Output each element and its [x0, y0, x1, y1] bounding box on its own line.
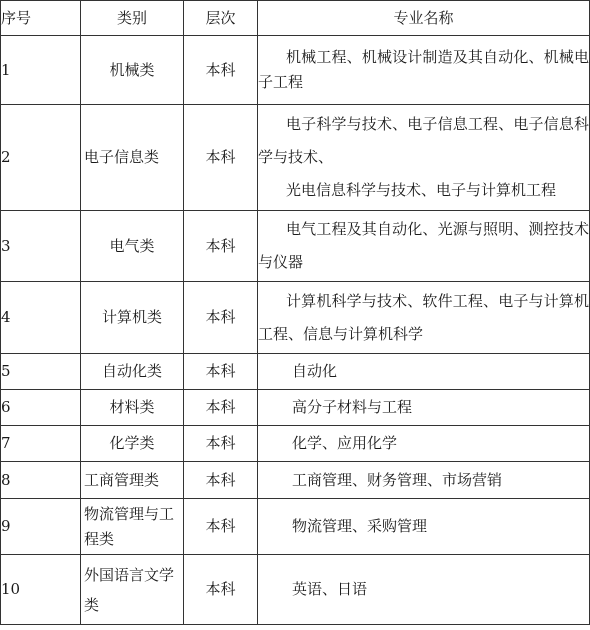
header-level: 层次: [184, 1, 258, 36]
table-row: [1, 390, 590, 426]
row-index: 2: [1, 105, 81, 211]
row-category: 计算机类: [81, 282, 184, 354]
row-level: 本科: [184, 426, 258, 462]
row-level: 本科: [184, 211, 258, 282]
table-row: [1, 282, 590, 354]
row-index: 10: [1, 555, 81, 625]
table-header: [1, 1, 590, 36]
row-category: 工商管理类: [81, 462, 184, 499]
majors-line: 光电信息科学与技术、电子与计算机工程: [286, 181, 557, 199]
row-index: 7: [1, 426, 81, 462]
row-index: 9: [1, 499, 81, 555]
row-majors: 机械工程、机械设计制造及其自动化、机械电子工程: [258, 36, 590, 105]
header-row: [1, 1, 590, 36]
table-row: [1, 499, 590, 555]
row-level: 本科: [184, 555, 258, 625]
row-level: 本科: [184, 282, 258, 354]
row-majors: [258, 105, 590, 211]
table-row: [1, 354, 590, 390]
row-majors: 高分子材料与工程: [258, 390, 590, 426]
row-majors: 物流管理、采购管理: [258, 499, 590, 555]
row-index: 8: [1, 462, 81, 499]
row-category: 电子信息类: [81, 105, 184, 211]
table-row: [1, 462, 590, 499]
row-category: 材料类: [81, 390, 184, 426]
row-index: 5: [1, 354, 81, 390]
table-row: [1, 105, 590, 211]
row-category: 物流管理与工程类: [81, 499, 184, 555]
majors-line: 电子科学与技术、电子信息工程、电子信息科学与技术、: [258, 115, 589, 166]
row-majors: 电气工程及其自动化、光源与照明、测控技术与仪器: [258, 211, 590, 282]
table-row: [1, 555, 590, 625]
row-level: 本科: [184, 390, 258, 426]
row-majors: 英语、日语: [258, 555, 590, 625]
row-level: 本科: [184, 499, 258, 555]
table-row: [1, 211, 590, 282]
row-majors: 化学、应用化学: [258, 426, 590, 462]
row-level: 本科: [184, 36, 258, 105]
row-majors: 工商管理、财务管理、市场营销: [258, 462, 590, 499]
row-index: 1: [1, 36, 81, 105]
row-majors: 计算机科学与技术、软件工程、电子与计算机工程、信息与计算机科学: [258, 282, 590, 354]
row-level: 本科: [184, 462, 258, 499]
header-index: 序号: [1, 1, 81, 36]
row-category: 电气类: [81, 211, 184, 282]
table-row: [1, 36, 590, 105]
table-row: [1, 426, 590, 462]
row-category: 外国语言文学类: [81, 555, 184, 625]
row-category: 化学类: [81, 426, 184, 462]
row-level: 本科: [184, 105, 258, 211]
row-index: 3: [1, 211, 81, 282]
row-category: 自动化类: [81, 354, 184, 390]
row-level: 本科: [184, 354, 258, 390]
header-category: 类别: [81, 1, 184, 36]
header-majors: 专业名称: [258, 1, 590, 36]
row-category: 机械类: [81, 36, 184, 105]
row-index: 6: [1, 390, 81, 426]
row-index: 4: [1, 282, 81, 354]
row-majors: 自动化: [258, 354, 590, 390]
table-body: [1, 36, 590, 625]
